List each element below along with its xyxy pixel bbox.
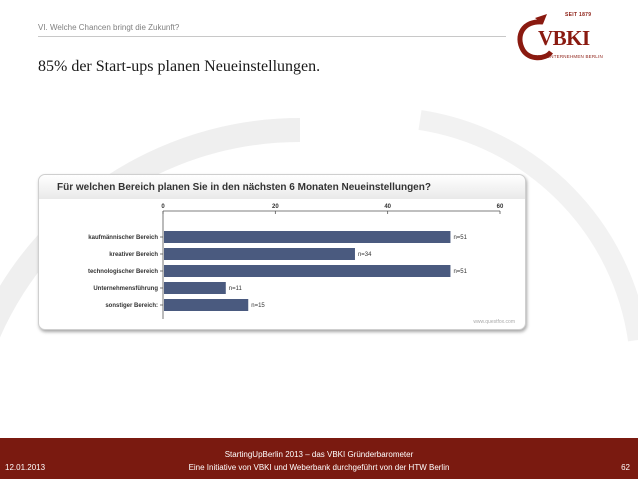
data-label: n=34 [357,252,372,258]
chart-watermark: www.questfox.com [473,319,515,325]
bar-chart [39,199,525,329]
logo-since: SEIT 1879 [565,12,592,18]
chart-panel [38,174,526,330]
category-label: technologischer Bereich [87,269,158,275]
x-tick-label: 60 [496,204,504,210]
header-divider [38,36,506,37]
page-number: 62 [621,463,630,472]
category-label: kreativer Bereich [109,252,158,258]
footer-date: 12.01.2013 [5,463,46,472]
logo-tagline: WIR UNTERNEHMEN BERLIN [536,54,603,59]
bar [164,299,248,311]
category-label: sonstiger Bereich: [105,303,158,309]
bar [164,248,355,260]
x-tick-label: 0 [161,204,165,210]
chart-header [39,175,525,199]
footer-subtitle: Eine Initiative von VBKI und Weberbank durchgeführt von der HTW Berlin [188,463,450,472]
category-label: kaufmännischer Bereich [88,235,158,241]
data-label: n=15 [251,303,265,309]
data-label: n=51 [453,235,467,241]
footer-title: StartingUpBerlin 2013 – das VBKI Gründerbarometer [224,450,414,459]
x-tick-label: 40 [384,204,392,210]
data-label: n=51 [453,269,467,275]
bar [164,265,450,277]
x-tick-label: 20 [271,204,279,210]
logo-name: VBKI [538,26,590,50]
section-label: VI. Welche Chancen bringt die Zukunft? [38,23,180,32]
category-label: Unternehmensführung [93,286,158,292]
bar [164,282,226,294]
footer-bar [0,438,638,479]
chart-title: Für welchen Bereich planen Sie in den nächsten 6 Monaten Neueinstellungen? [57,182,431,193]
bar [164,231,450,243]
page-title: 85% der Start-ups planen Neueinstellungen. [38,58,321,75]
data-label: n=11 [228,286,242,292]
